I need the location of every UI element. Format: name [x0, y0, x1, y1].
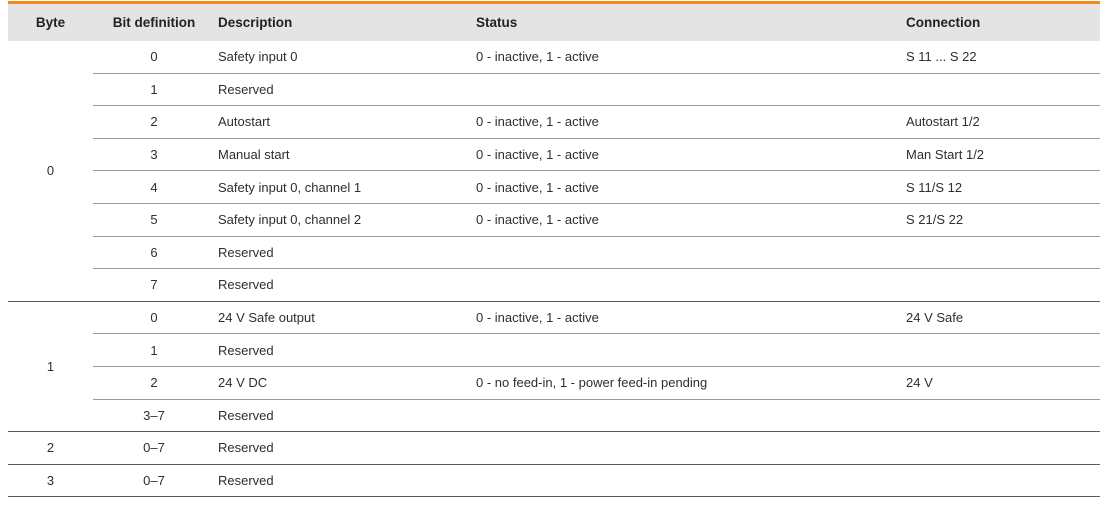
column-header-description: Description: [215, 3, 473, 41]
status-cell: 0 - inactive, 1 - active: [473, 301, 903, 334]
status-cell: [473, 399, 903, 432]
description-cell: Safety input 0, channel 2: [215, 203, 473, 236]
byte-cell: 2: [8, 432, 93, 465]
description-cell: Reserved: [215, 334, 473, 367]
bit-cell: 5: [93, 203, 215, 236]
status-cell: 0 - inactive, 1 - active: [473, 138, 903, 171]
column-header-byte: Byte: [8, 3, 93, 41]
column-header-status: Status: [473, 3, 903, 41]
connection-cell: [903, 399, 1100, 432]
description-cell: Reserved: [215, 399, 473, 432]
bit-cell: 7: [93, 269, 215, 302]
bit-cell: 0: [93, 301, 215, 334]
table-body: [8, 41, 1100, 497]
status-cell: [473, 334, 903, 367]
bit-cell: 0–7: [93, 464, 215, 497]
bit-cell: 3: [93, 138, 215, 171]
connection-cell: [903, 432, 1100, 465]
connection-cell: [903, 464, 1100, 497]
description-cell: 24 V Safe output: [215, 301, 473, 334]
byte-cell: 3: [8, 464, 93, 497]
description-cell: Reserved: [215, 73, 473, 106]
bit-assignment-table: [8, 1, 1100, 497]
table-row: [8, 269, 1100, 302]
table-row: [8, 236, 1100, 269]
description-cell: Safety input 0: [215, 41, 473, 74]
status-cell: [473, 236, 903, 269]
connection-cell: [903, 73, 1100, 106]
description-cell: Autostart: [215, 106, 473, 139]
connection-cell: [903, 236, 1100, 269]
table-header: [8, 3, 1100, 41]
description-cell: Safety input 0, channel 1: [215, 171, 473, 204]
table-row: [8, 399, 1100, 432]
connection-cell: 24 V: [903, 366, 1100, 399]
bit-cell: 2: [93, 366, 215, 399]
connection-cell: [903, 334, 1100, 367]
table-row: [8, 171, 1100, 204]
table-row: [8, 41, 1100, 74]
bit-cell: 1: [93, 73, 215, 106]
description-cell: Reserved: [215, 464, 473, 497]
status-cell: 0 - inactive, 1 - active: [473, 203, 903, 236]
status-cell: [473, 432, 903, 465]
bit-cell: 0–7: [93, 432, 215, 465]
status-cell: 0 - inactive, 1 - active: [473, 106, 903, 139]
connection-cell: S 11/S 12: [903, 171, 1100, 204]
table-row: [8, 334, 1100, 367]
description-cell: Reserved: [215, 269, 473, 302]
bit-cell: 1: [93, 334, 215, 367]
status-cell: 0 - inactive, 1 - active: [473, 41, 903, 74]
table-row: [8, 432, 1100, 465]
connection-cell: [903, 269, 1100, 302]
status-cell: 0 - inactive, 1 - active: [473, 171, 903, 204]
column-header-connection: Connection: [903, 3, 1100, 41]
table-row: [8, 366, 1100, 399]
status-cell: [473, 269, 903, 302]
status-cell: [473, 73, 903, 106]
connection-cell: 24 V Safe: [903, 301, 1100, 334]
bit-cell: 6: [93, 236, 215, 269]
status-cell: 0 - no feed-in, 1 - power feed-in pending: [473, 366, 903, 399]
table-row: [8, 138, 1100, 171]
byte-cell: 0: [8, 41, 93, 302]
bit-cell: 4: [93, 171, 215, 204]
description-cell: Reserved: [215, 432, 473, 465]
connection-cell: S 21/S 22: [903, 203, 1100, 236]
table-row: [8, 301, 1100, 334]
column-header-bit-definition: Bit definition: [93, 3, 215, 41]
table-row: [8, 106, 1100, 139]
table-row: [8, 203, 1100, 236]
table-row: [8, 464, 1100, 497]
bit-cell: 0: [93, 41, 215, 74]
connection-cell: Man Start 1/2: [903, 138, 1100, 171]
byte-cell: 1: [8, 301, 93, 431]
connection-cell: S 11 ... S 22: [903, 41, 1100, 74]
bit-cell: 3–7: [93, 399, 215, 432]
description-cell: 24 V DC: [215, 366, 473, 399]
description-cell: Reserved: [215, 236, 473, 269]
connection-cell: Autostart 1/2: [903, 106, 1100, 139]
bit-cell: 2: [93, 106, 215, 139]
description-cell: Manual start: [215, 138, 473, 171]
header-row: [8, 3, 1100, 41]
table-row: [8, 73, 1100, 106]
status-cell: [473, 464, 903, 497]
